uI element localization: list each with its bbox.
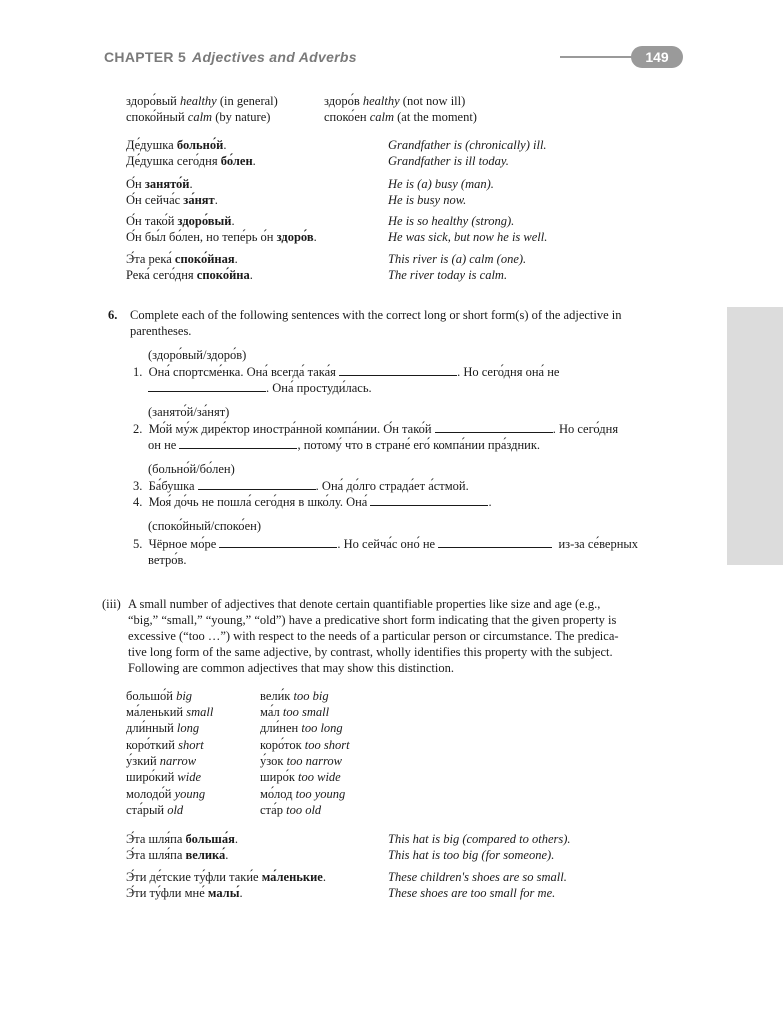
chapter-header xyxy=(104,49,357,65)
exercise-hint: (споко́йный/споко́ен) xyxy=(148,519,262,533)
adj-long: ма́ленький small xyxy=(126,705,214,719)
exercise-item-1-cont: . Она́ простуди́лась. xyxy=(148,380,372,396)
section-paragraph-line: tive long form of the same adjective, by contrast, wholly identifies this property with the subject. xyxy=(128,645,613,659)
exercise-item-2-cont: он не , потому́ что в стране́ его́ компа́нии пра́здник. xyxy=(148,438,541,452)
adj-short: ма́л too small xyxy=(260,705,330,719)
answer-blank[interactable] xyxy=(148,381,266,392)
example-a-ru: Э́та река́ споко́йная. xyxy=(126,252,238,266)
exercise-instruction: parentheses. xyxy=(130,324,192,338)
example-a-en: He is busy now. xyxy=(388,193,467,207)
example-a-ru: О́н сейча́с за́нят. xyxy=(126,193,218,207)
adj-short: у́зок too narrow xyxy=(260,754,343,768)
answer-blank[interactable] xyxy=(219,537,337,548)
section-paragraph-line: “big,” “small,” “young,” “old”) have a predicative short form indicating that the given property is xyxy=(128,613,617,627)
adj-long: ста́рый old xyxy=(126,803,184,817)
exercise-item-5-cont: ветро́в. xyxy=(148,553,187,567)
example-b-ru: Э́ти ту́фли мне́ малы́. xyxy=(126,886,243,900)
section-marker: (iii) xyxy=(102,597,121,611)
adj-short: дли́нен too long xyxy=(260,721,343,735)
adj-long: коро́ткий short xyxy=(126,738,204,752)
intro-pair-2-long: споко́йный calm (by nature) xyxy=(126,110,271,124)
example-a-en: He is so healthy (strong). xyxy=(388,214,515,228)
exercise-instruction: Complete each of the following sentences with the correct long or short form(s) of the adjective in xyxy=(130,308,622,322)
example-a-en: The river today is calm. xyxy=(388,268,508,282)
section-paragraph-line: A small number of adjectives that denote certain quantifiable properties like size and age (e.g., xyxy=(128,597,601,611)
intro-pair-1-short: здоро́в healthy (not now ill) xyxy=(324,94,466,108)
chapter-title: Adjectives and Adverbs xyxy=(192,49,357,65)
answer-blank[interactable] xyxy=(438,537,552,548)
exercise-item-5: 5. Чёрное мо́ре . Но сейча́с оно́ не из-за се́верных xyxy=(133,537,639,551)
exercise-item-3: 3. Ба́бушка . Она́ до́лго страда́ет а́стмой. xyxy=(133,479,469,493)
adj-long: большо́й big xyxy=(126,689,193,703)
intro-pair-2-short: споко́ен calm (at the moment) xyxy=(324,110,477,124)
answer-blank[interactable] xyxy=(339,365,457,376)
answer-blank[interactable] xyxy=(179,438,297,449)
chapter-label: CHAPTER 5 xyxy=(104,49,187,65)
answer-blank[interactable] xyxy=(198,479,316,490)
exercise-item-2: 2. Мо́й му́ж дире́ктор иностра́нной компа́нии. О́н тако́й . Но сего́дня xyxy=(133,422,619,436)
example-b-ru: Э́та шля́па велика́. xyxy=(126,848,229,862)
example-a-en: Grandfather is (chronically) ill. xyxy=(388,138,547,152)
answer-blank[interactable] xyxy=(370,495,488,506)
adj-long: дли́нный long xyxy=(126,721,200,735)
exercise-number: 6. xyxy=(108,308,118,322)
exercise-hint: (занято́й/за́нят) xyxy=(148,405,230,419)
page-number: 149 xyxy=(631,46,683,68)
example-b-ru: Э́ти де́тские ту́фли таки́е ма́ленькие. xyxy=(126,870,326,884)
exercise-item-1: 1. Она́ спортсме́нка. Она́ всегда́ така́я . Но сего́дня она́ не xyxy=(133,365,560,379)
example-b-ru: Э́та шля́па больша́я. xyxy=(126,832,238,846)
example-a-ru: О́н тако́й здоро́вый. xyxy=(126,214,235,228)
adj-long: у́зкий narrow xyxy=(126,754,197,768)
example-a-ru: О́н бы́л бо́лен, но тепе́рь о́н здоро́в. xyxy=(126,230,317,244)
adj-short: ста́р too old xyxy=(260,803,322,817)
example-a-ru: Де́душка сего́дня бо́лен. xyxy=(126,154,256,168)
adj-short: вели́к too big xyxy=(260,689,329,703)
header-rule xyxy=(560,56,640,58)
example-a-ru: О́н занято́й. xyxy=(126,177,193,191)
adj-long: молодо́й young xyxy=(126,787,206,801)
answer-blank[interactable] xyxy=(435,422,553,433)
exercise-hint: (больно́й/бо́лен) xyxy=(148,462,235,476)
adj-short: широ́к too wide xyxy=(260,770,341,784)
adj-long: широ́кий wide xyxy=(126,770,202,784)
example-b-en: This hat is big (compared to others). xyxy=(388,832,571,846)
exercise-hint: (здоро́вый/здоро́в) xyxy=(148,348,247,362)
intro-pair-1-long: здоро́вый healthy (in general) xyxy=(126,94,278,108)
example-a-en: This river is (a) calm (one). xyxy=(388,252,527,266)
example-b-en: These children's shoes are so small. xyxy=(388,870,567,884)
section-paragraph-line: Following are common adjectives that may show this distinction. xyxy=(128,661,454,675)
example-b-en: These shoes are too small for me. xyxy=(388,886,556,900)
adj-short: мо́лод too young xyxy=(260,787,346,801)
example-a-ru: Де́душка больно́й. xyxy=(126,138,227,152)
example-a-en: Grandfather is ill today. xyxy=(388,154,509,168)
section-paragraph-line: excessive (“too …”) with respect to the needs of a particular person or circumstance. The predica- xyxy=(128,629,619,643)
adj-short: коро́ток too short xyxy=(260,738,350,752)
example-a-en: He was sick, but now he is well. xyxy=(388,230,548,244)
side-thumb-tab xyxy=(727,307,783,565)
example-a-ru: Река́ сего́дня споко́йна. xyxy=(126,268,253,282)
exercise-item-4: 4. Моя́ до́чь не пошла́ сего́дня в шко́лу. Она́ . xyxy=(133,495,492,509)
example-b-en: This hat is too big (for someone). xyxy=(388,848,555,862)
example-a-en: He is (a) busy (man). xyxy=(388,177,494,191)
